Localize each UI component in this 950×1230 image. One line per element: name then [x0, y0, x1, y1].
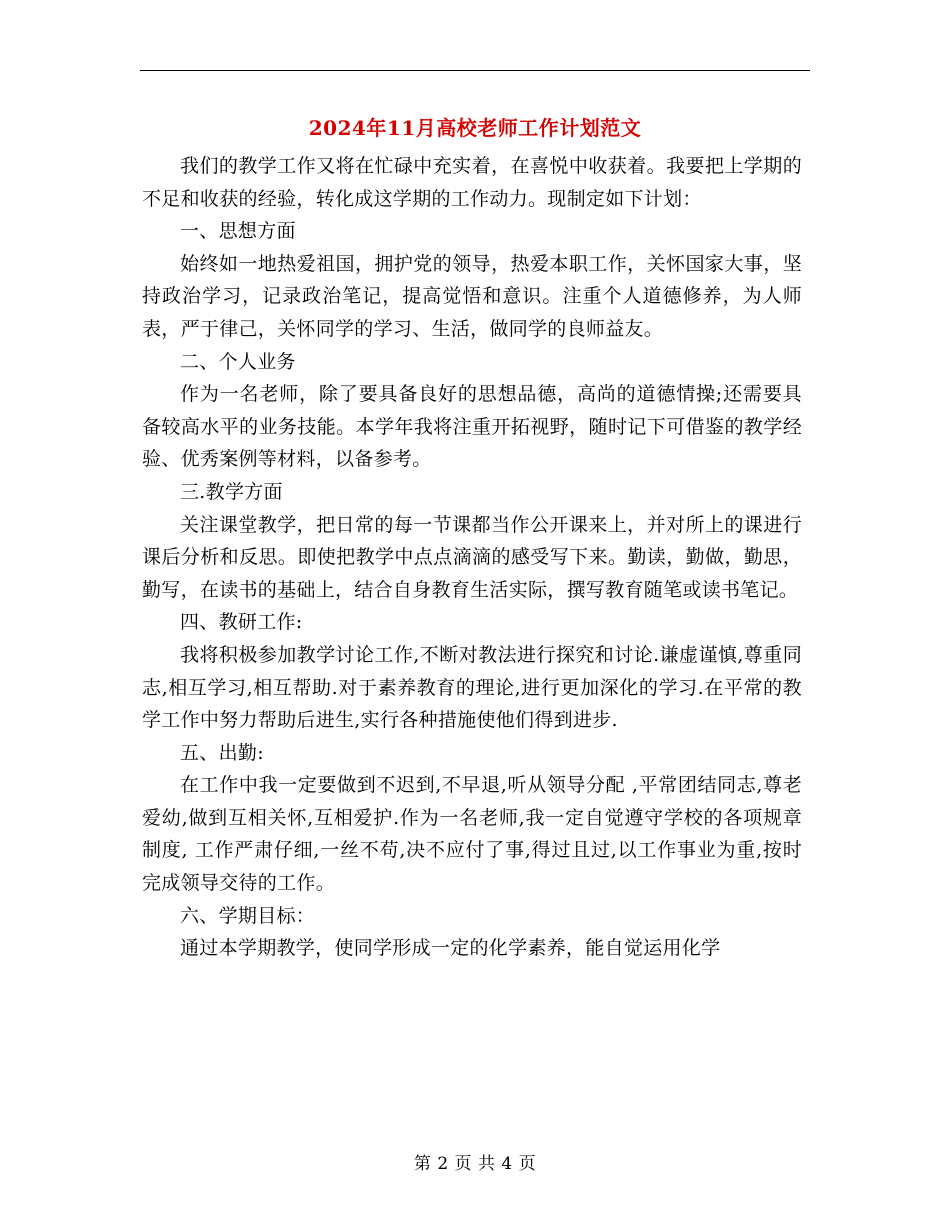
section-paragraph-teaching: 关注课堂教学，把日常的每一节课都当作公开课来上，并对所上的课进行课后分析和反思。即使把教学中点点滴滴的感受写下来。勤读，勤做，勤思，勤写，在读书的基础上，结合自身教育生活实际，撰写教育随笔或读书笔记。	[142, 513, 802, 601]
intro-paragraph: 我们的教学工作又将在忙碌中充实着，在喜悦中收获着。我要把上学期的不足和收获的经验，转化成这学期的工作动力。现制定如下计划：	[142, 155, 802, 210]
section-heading-attendance: 五、出勤:	[180, 741, 264, 764]
section-paragraph-research: 我将积极参加教学讨论工作,不断对教法进行探究和讨论.谦虚谨慎,尊重同志,相互学习,相互帮助.对于素养教育的理论,进行更加深化的学习.在平常的教学工作中努力帮助后进生,实行各种措施使他们得到进步.	[142, 643, 802, 732]
header-rule	[140, 70, 810, 71]
document-title: 2024年11月高校老师工作计划范文	[308, 116, 642, 140]
section-heading-goals: 六、学期目标：	[180, 904, 316, 927]
section-paragraph-personal: 作为一名老师，除了要具备良好的思想品德，高尚的道德情操;还需要具备较高水平的业务技能。本学年我将注重开拓视野，随时记下可借鉴的教学经验、优秀案例等材料，以备参考。	[142, 383, 802, 471]
section-heading-thought: 一、思想方面	[180, 220, 296, 243]
page-number: 第 2 页 共 4 页	[413, 1154, 537, 1174]
section-heading-teaching: 三.教学方面	[180, 480, 283, 503]
section-paragraph-goals: 通过本学期教学，使同学形成一定的化学素养，能自觉运用化学	[180, 937, 721, 960]
document-body	[142, 150, 802, 965]
section-paragraph-thought: 始终如一地热爱祖国，拥护党的领导，热爱本职工作，关怀国家大事，坚持政治学习，记录政治笔记，提高觉悟和意识。注重个人道德修养，为人师表，严于律己，关怀同学的学习、生活，做同学的良师益友。	[142, 252, 802, 340]
section-heading-personal: 二、个人业务	[180, 350, 296, 373]
section-paragraph-attendance: 在工作中我一定要做到不迟到,不早退,听从领导分配 ,平常团结同志,尊老爱幼,做到互相关怀,互相爱护.作为一名老师,我一定自觉遵守学校的各项规章制度, 工作严肃仔细,一丝不苟,决不应付了事,得过且过,以工作事业为重,按时完成领导交待的工作。	[142, 774, 802, 895]
section-heading-research: 四、教研工作:	[180, 611, 303, 634]
